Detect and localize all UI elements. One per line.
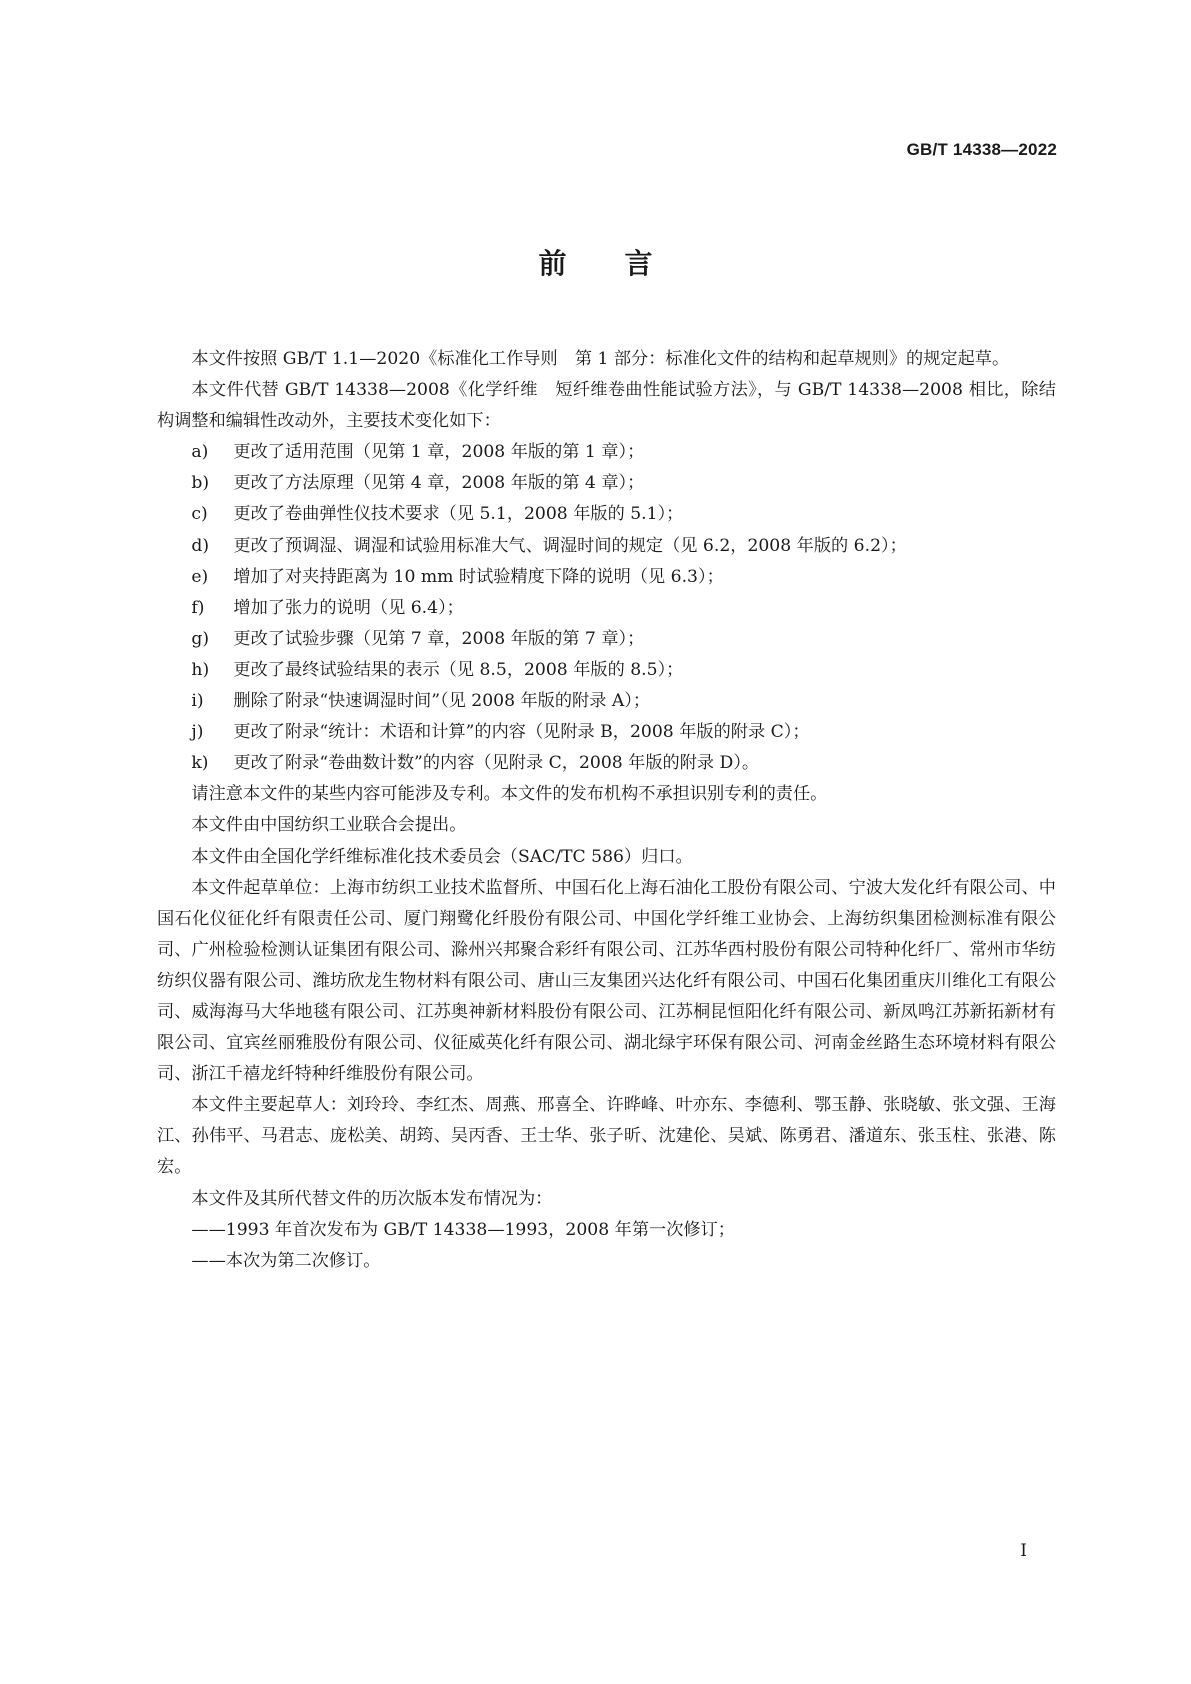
page-title: 前言 — [538, 247, 711, 280]
list-item-text: 删除了附录“快速调湿时间”（见 2008 年版的附录 A）； — [233, 691, 651, 712]
drafters-paragraph: 本文件主要起草人：刘玲玲、李红杰、周燕、邢喜全、许晔峰、叶亦东、李德利、鄂玉静、张晓敏、张文强、王海江、孙伟平、马君志、庞松美、胡筠、吴丙香、王士华、张子昕、沈建伦、吴斌、陈勇君、潘道东、张玉柱、张港、陈宏。 — [157, 1095, 1056, 1178]
list-item-text: 更改了方法原理（见第 4 章，2008 年版的第 4 章）； — [233, 473, 645, 494]
list-item-marker: d) — [191, 535, 210, 556]
patent-notice: 请注意本文件的某些内容可能涉及专利。本文件的发布机构不承担识别专利的责任。 — [191, 784, 828, 805]
list-item-marker: f) — [191, 597, 205, 618]
list-item — [157, 562, 1056, 593]
list-item-text: 更改了适用范围（见第 1 章，2008 年版的第 1 章）； — [233, 442, 645, 463]
history-item: ——本次为第二次修订。 — [191, 1250, 381, 1271]
list-item-text: 更改了附录“卷曲数计数”的内容（见附录 C，2008 年版的附录 D）。 — [233, 753, 760, 774]
list-item — [157, 437, 1056, 468]
list-item-marker: h) — [191, 659, 210, 680]
list-item — [157, 655, 1056, 686]
list-item-marker: i) — [191, 691, 204, 712]
list-item-marker: b) — [191, 473, 210, 494]
committee-paragraph: 本文件由全国化学纤维标准化技术委员会（SAC/TC 586）归口。 — [191, 846, 693, 867]
list-item-text: 更改了卷曲弹性仪技术要求（见 5.1，2008 年版的 5.1）； — [233, 504, 684, 525]
list-item-text: 更改了最终试验结果的表示（见 8.5，2008 年版的 8.5）； — [233, 659, 684, 680]
standard-code: GB/T 14338—2022 — [906, 140, 1057, 159]
list-item-marker: g) — [191, 628, 210, 649]
proposer-paragraph: 本文件由中国纺织工业联合会提出。 — [191, 815, 467, 836]
list-item-marker: k) — [191, 753, 209, 774]
list-item — [157, 624, 1056, 655]
intro-paragraph-1: 本文件按照 GB/T 1.1—2020《标准化工作导则 第 1 部分：标准化文件的结构和起草规则》的规定起草。 — [191, 349, 1010, 369]
document-body — [157, 344, 1056, 1277]
history-intro: 本文件及其所代替文件的历次版本发布情况为： — [191, 1188, 553, 1209]
list-item-marker: j) — [191, 722, 204, 743]
list-item — [157, 531, 1056, 562]
list-item-marker: a) — [191, 442, 209, 463]
list-item-text: 更改了预调湿、调湿和试验用标准大气、调湿时间的规定（见 6.2，2008 年版的 6.2）； — [233, 535, 907, 556]
list-item — [157, 748, 1056, 779]
list-item-marker: e) — [191, 566, 209, 587]
list-item-text: 更改了附录“统计：术语和计算”的内容（见附录 B，2008 年版的附录 C）； — [233, 722, 810, 743]
list-item-marker: c) — [191, 504, 208, 525]
history-item: ——1993 年首次发布为 GB/T 14338—1993，2008 年第一次修订； — [191, 1219, 735, 1240]
list-item — [157, 499, 1056, 530]
page-number: I — [1020, 1541, 1027, 1561]
list-item — [157, 593, 1056, 624]
list-item — [157, 686, 1056, 717]
list-item — [157, 468, 1056, 499]
intro-paragraph-2: 本文件代替 GB/T 14338—2008《化学纤维 短纤维卷曲性能试验方法》，与 GB/T 14338—2008 相比，除结构调整和编辑性改动外，主要技术变化如下： — [157, 380, 1056, 432]
list-item-text: 更改了试验步骤（见第 7 章，2008 年版的第 7 章）； — [233, 628, 645, 649]
list-item-text: 增加了对夹持距离为 10 mm 时试验精度下降的说明（见 6.3）； — [233, 566, 724, 587]
change-list — [157, 437, 1056, 779]
list-item-text: 增加了张力的说明（见 6.4）； — [233, 597, 464, 618]
list-item — [157, 717, 1056, 748]
drafting-units-paragraph: 本文件起草单位：上海市纺织工业技术监督所、中国石化上海石油化工股份有限公司、宁波大发化纤有限公司、中国石化仪征化纤有限责任公司、厦门翔鹭化纤股份有限公司、中国化学纤维工业协会、上海纺织集团检测标准有限公司、广州检验检测认证集团有限公司、滁州兴邦聚合彩纤有限公司、江苏华西村股份有限公司特种化纤厂、常州市华纺纺织仪器有限公司、潍坊欣龙生物材料有限公司、唐山三友集团兴达化纤有限公司、中国石化集团重庆川维化工有限公司、威海海马大华地毯有限公司、江苏奥神新材料股份有限公司、江苏桐昆恒阳化纤有限公司、新凤鸣江苏新拓新材有限公司、宜宾丝丽雅股份有限公司、仪征威英化纤有限公司、湖北绿宇环保有限公司、河南金丝路生态环境材料有限公司、浙江千禧龙纤特种纤维股份有限公司。 — [157, 877, 1056, 1085]
